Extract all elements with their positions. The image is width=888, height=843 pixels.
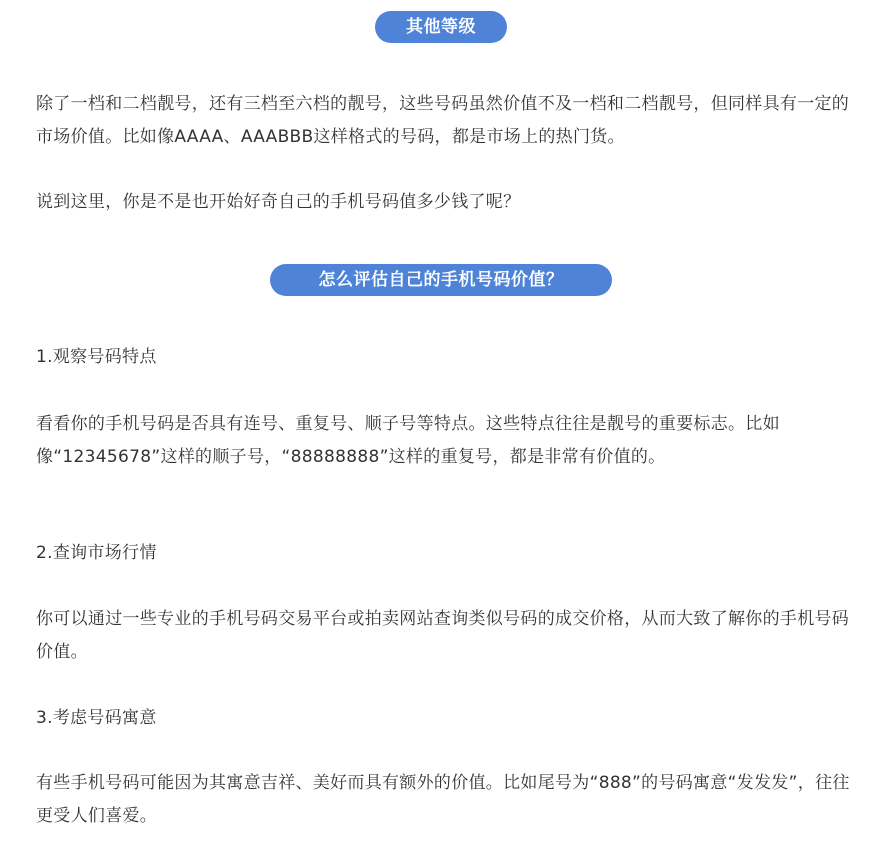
- paragraph-curiosity: 说到这里，你是不是也开始好奇自己的手机号码值多少钱了呢？: [36, 192, 521, 212]
- step-text-meaning: 有些手机号码可能因为其寓意吉祥、美好而具有额外的价值。比如尾号为“888”的号码寓意“发发发”，往往更受人们喜爱。: [36, 773, 850, 826]
- step-heading-meaning: 3.考虑号码寓意: [36, 708, 157, 728]
- section-title-other-levels: 其他等级: [375, 11, 507, 43]
- step-heading-observe: 1.观察号码特点: [36, 347, 157, 367]
- section-title-evaluate: 怎么评估自己的手机号码价值？: [270, 264, 612, 296]
- step-text-observe: 看看你的手机号码是否具有连号、重复号、顺子号等特点。这些特点往往是靓号的重要标志。比如像“12345678”这样的顺子号，“88888888”这样的重复号，都是非常有价值的。: [36, 414, 780, 467]
- step-text-market: 你可以通过一些专业的手机号码交易平台或拍卖网站查询类似号码的成交价格，从而大致了解你的手机号码价值。: [36, 609, 850, 662]
- paragraph-other-levels: 除了一档和二档靓号，还有三档至六档的靓号，这些号码虽然价值不及一档和二档靓号，但同样具有一定的市场价值。比如像AAAA、AAABBB这样格式的号码，都是市场上的热门货。: [36, 94, 850, 147]
- step-heading-market: 2.查询市场行情: [36, 543, 157, 563]
